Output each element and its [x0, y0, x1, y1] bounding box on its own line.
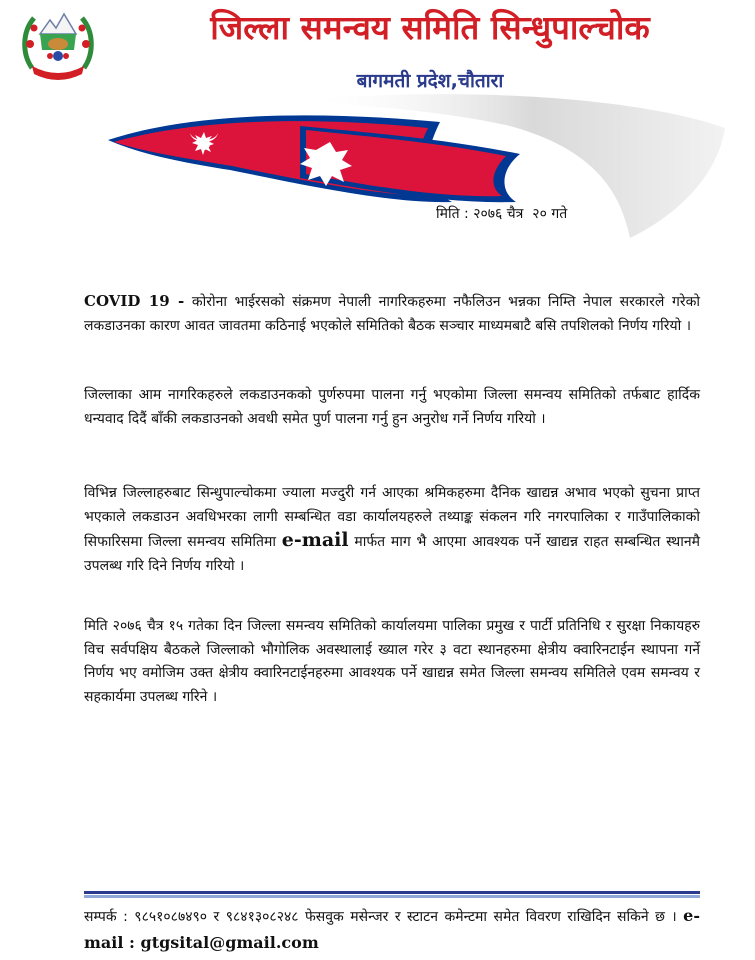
decision-text-3b: मार्फत माग भै आएमा आवश्यक पर्ने खाद्यन्न राहत सम्बन्धित स्थानमै उपलब्ध गरि दिने निर्णय गरियो । [84, 534, 700, 574]
contact-text: सम्पर्क : ९८५१०८७४९० र ९८४१३०८२४८ फेसवुक मसेन्जर र स्टाटन कमेन्टमा समेत विवरण राखिदिन सकिने छ । [84, 909, 677, 925]
decision-paragraph-4 [84, 615, 700, 709]
notice-date: मिति : २०७६ चैत्र २० गते [436, 206, 568, 222]
office-title: जिल्ला समन्वय समिति सिन्धुपाल्चोक [210, 8, 650, 47]
nepal-flag-wave-banner [0, 92, 755, 252]
office-location: बागमती प्रदेश,चौतारा [356, 70, 504, 92]
decision-paragraph-1 [84, 290, 700, 338]
covid-label: COVID 19 - [84, 292, 185, 310]
contact-email: e-mail : gtgsital@gmail.com [84, 906, 700, 952]
email-emphasis: e-mail [281, 529, 349, 551]
decision-text-1: कोरोना भाईरसको संक्रमण नेपाली नागरिकहरुमा नफैलिउन भन्नका निम्ति नेपाल सरकारले गरेको लकडाउनका कारण आवत जावतमा कठिनाई भएकोले समितिको बैठक सञ्चार माध्यमबाटै बसि तपशिलको निर्णय गरियो । [84, 294, 700, 334]
decision-text-4: मिति २०७६ चैत्र १५ गतेका दिन जिल्ला समन्वय समितिको कार्यालयमा पालिका प्रमुख र पार्टी प्रतिनिधि र सुरक्षा निकायहरु विच सर्वपक्षिय बैठकले जिल्लाको भौगोलिक अवस्थालाई ख्याल गरेर ३ वटा स्थानहरुमा क्षेत्रीय क्वारिनटाईन स्थापना गर्ने निर्णय भए वमोजिम उक्त क्षेत्रीय क्वारिनटाईनहरुमा आवश्यक पर्ने खाद्यन्न समेत जिल्ला समन्वय समितिले एवम समन्वय र सहकार्यमा उपलब्ध गरिने । [84, 618, 700, 705]
footer-divider [84, 891, 700, 900]
decision-text-3a: विभिन्न जिल्लाहरुबाट सिन्धुपाल्चोकमा ज्याला मज्दुरी गर्न आएका श्रमिकहरुमा दैनिक खाद्यन्न अभाव भएको सुचना प्राप्त भएकाले लकडाउन अवधिभरका लागी सम्बन्धित वडा कार्यालयहरुले तथ्याङ्क संकलन गरि नगरपालिका र गाउँपालिकाको सिफारिसमा जिल्ला समन्वय समितिमा [84, 485, 700, 550]
decision-paragraph-3 [84, 482, 700, 578]
nepal-coat-of-arms-icon [18, 4, 98, 82]
decision-paragraph-2 [84, 384, 700, 431]
decision-text-2: जिल्लाका आम नागरिकहरुले लकडाउनकको पुर्णरुपमा पालना गर्नु भएकोमा जिल्ला समन्वय समितिको तर्फबाट हार्दिक धन्यवाद दिदैं बाँकी लकडाउनको अवधी समेत पुर्ण पालना गर्नु हुन अनुरोध गर्ने निर्णय गरियो । [84, 387, 700, 427]
contact-footer [84, 903, 700, 957]
